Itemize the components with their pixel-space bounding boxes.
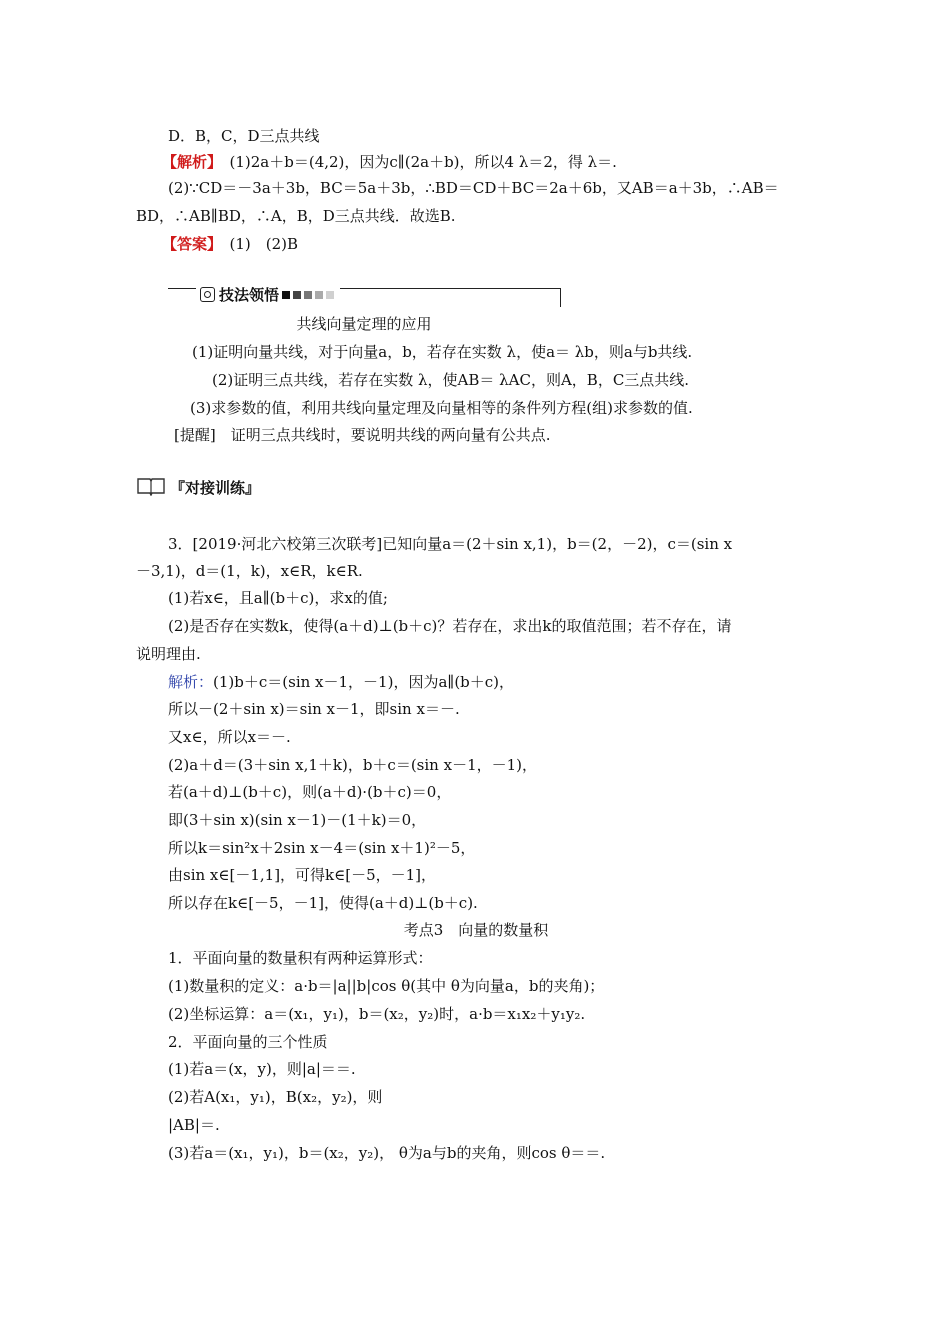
book-icon [136, 476, 166, 496]
analysis-line-3: BD，∴AB∥BD，∴A，B，D三点共线．故选B. [136, 207, 456, 225]
solution-line-7: 所以k＝sin²x＋2sin x－4＝(sin x＋1)²－5， [168, 839, 476, 857]
solution-line-4: (2)a＋d＝(3＋sin x,1＋k)，b＋c＝(sin x－1，－1)， [168, 756, 538, 774]
technique-point-3: (3)求参数的值，利用共线向量定理及向量相等的条件列方程(组)求参数的值. [190, 399, 693, 417]
choice-d: D．B，C，D三点共线 [168, 127, 320, 145]
knowledge-line-2: (1)数量积的定义：a·b＝|a||b|cos θ(其中 θ为向量a，b的夹角)； [168, 977, 605, 995]
problem-line-1: 3．[2019·河北六校第三次联考]已知向量a＝(2＋sin x,1)，b＝(2，－2)，c＝(sin x [168, 535, 733, 553]
problem-line-2: －3,1)，d＝(1，k)，x∈R，k∈R. [136, 562, 363, 580]
knowledge-point-title: 考点3 向量的数量积 [403, 921, 549, 939]
answer-tag: 【答案】 [162, 235, 215, 253]
analysis-line-1 [162, 152, 617, 172]
squares-decoration [279, 286, 334, 304]
problem-part-1: (1)若x∈，且a∥(b＋c)，求x的值; [168, 589, 388, 607]
solution-line-1 [168, 672, 514, 692]
technique-header [196, 284, 340, 306]
problem-part-2: (2)是否存在实数k，使得(a＋d)⊥(b＋c)？若存在，求出k的取值范围；若不存在，请 [168, 617, 732, 635]
technique-reminder: [提醒] 证明三点共线时，要说明共线的两向量有公共点. [174, 426, 551, 444]
solution-line-5: 若(a＋d)⊥(b＋c)，则(a＋d)·(b＋c)＝0， [168, 783, 452, 801]
analysis-text-1: (1)2a＋b＝(4,2)，因为c∥(2a＋b)，所以4 λ＝2，得 λ＝. [214, 153, 617, 171]
camera-icon [200, 287, 215, 302]
section-title: 共线向量定理的应用 [296, 315, 432, 333]
technique-point-2: (2)证明三点共线，若存在实数 λ，使AB＝ λAC，则A，B，C三点共线. [212, 371, 690, 389]
knowledge-line-5: (1)若a＝(x，y)，则|a|＝＝. [168, 1060, 356, 1078]
solution-line-2: 所以－(2＋sin x)＝sin x－1，即sin x＝－. [168, 700, 460, 718]
analysis-tag: 【解析】 [162, 153, 215, 171]
solution-line-3: 又x∈，所以x＝－. [168, 728, 291, 746]
answer-text: (1) (2)B [214, 235, 299, 253]
training-title: 『对接训练』 [170, 479, 261, 497]
technique-title: 技法领悟 [219, 286, 280, 304]
solution-line-8: 由sin x∈[－1,1]，可得k∈[－5，－1]， [168, 866, 437, 884]
solution-line-6: 即(3＋sin x)(sin x－1)－(1＋k)＝0， [168, 811, 427, 829]
knowledge-line-8: (3)若a＝(x₁，y₁)，b＝(x₂，y₂)， θ为a与b的夹角，则cos θ＝＝. [168, 1144, 606, 1162]
knowledge-line-7: |AB|＝. [168, 1116, 220, 1134]
technique-point-1: (1)证明向量共线，对于向量a，b，若存在实数 λ，使a＝ λb，则a与b共线. [192, 343, 693, 361]
problem-part-2-cont: 说明理由. [136, 645, 201, 663]
knowledge-line-3: (2)坐标运算：a＝(x₁，y₁)，b＝(x₂，y₂)时，a·b＝x₁x₂＋y₁y₂. [168, 1005, 586, 1023]
knowledge-line-1: 1．平面向量的数量积有两种运算形式： [168, 949, 433, 967]
knowledge-line-4: 2．平面向量的三个性质 [168, 1033, 328, 1051]
knowledge-line-6: (2)若A(x₁，y₁)，B(x₂，y₂)，则 [168, 1088, 383, 1106]
solution-line-9: 所以存在k∈[－5，－1]，使得(a＋d)⊥(b＋c). [168, 894, 478, 912]
solution-text-1: (1)b＋c＝(sin x－1，－1)，因为a∥(b＋c)， [213, 673, 515, 691]
answer-line [162, 234, 298, 254]
analysis-line-2: (2)∵CD＝－3a＋3b，BC＝5a＋3b，∴BD＝CD＋BC＝2a＋6b，又AB＝a＋3b，∴AB＝ [168, 179, 779, 197]
solution-tag: 解析： [168, 673, 214, 691]
